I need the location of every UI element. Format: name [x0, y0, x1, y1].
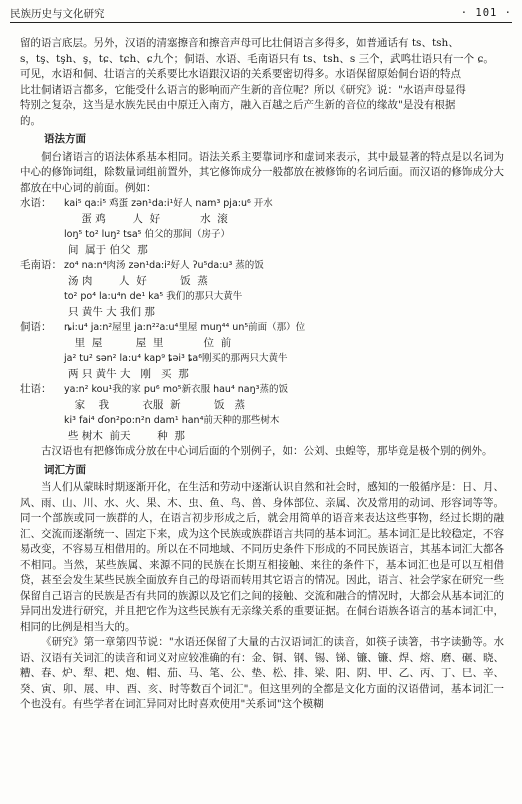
example-shui [20, 196, 504, 258]
intro-line: 的。 [20, 114, 41, 127]
example-label: 壮语： [20, 383, 52, 395]
running-header [10, 4, 512, 23]
intro-line: 可见，水语和侗、壮语言的关系要比水语跟汉语的关系要密切得多。水语保留原始侗台语的特点 [20, 68, 461, 80]
example-gloss: 蛋 鸡 人 好 水 滚 [68, 212, 228, 225]
intro-line: 特别之复杂，这当是水族先民由中原迁入南方，融入百越之后产生新的音位的缘故"是没有根据 [20, 99, 456, 111]
example-gloss: 间 属于 伯父 那 [68, 243, 148, 256]
intro-line: 比壮侗诸语言都多，它能受什么语言的影响而产生新的音位呢？所以《研究》说："水语声母显得 [20, 83, 466, 96]
example-phrase: loŋ⁵ to² luŋ² tsa⁵ 伯父的那间（房子） [64, 229, 230, 240]
page-number: · 101 · [460, 7, 512, 19]
example-phrase: ja² tu² sən² la:u⁴ kap⁹ ȶəi³ ȶa⁶刚买的那两只大黄牛 [64, 353, 288, 364]
intro-line: s，tş、tşh、ş，tɕ、tɕh、ɕ九个；侗语、水语、毛南语只有 ts、tsh、s 三个，武鸣壮语只有一个 ɕ。 [20, 52, 494, 65]
header-title: 民族历史与文化研究 [10, 7, 105, 20]
intro-line: 留的语言底层。另外，汉语的清塞擦音和擦音声母可比壮侗语言多得多，如普通话有 ts、tsh、 [20, 37, 459, 49]
example-gloss: 汤 肉 人 好 饭 蒸 [68, 274, 208, 287]
example-phrase: ya:n² kou¹我的家 pu⁶ mo⁵新衣服 hau⁴ naŋ³蒸的饭 [64, 384, 288, 395]
example-label: 毛南语： [20, 259, 62, 271]
example-label: 侗语： [20, 321, 52, 333]
example-phrase: to² po⁴ la:u⁴n de¹ ka⁵ 我们的那只大黄牛 [64, 291, 243, 302]
grammar-paragraph: 古汉语也有把修饰成分放在中心词后面的个别例子，如：公刘、虫蝗等，那毕竟是极个别的例外。 [41, 445, 493, 457]
example-gloss: 里 屋 屋 里 位 前 [68, 336, 232, 349]
example-maonan [20, 258, 504, 320]
page-body [20, 36, 504, 713]
intro-paragraph [20, 36, 504, 129]
example-gloss: 只 黄牛 大 我们 那 [68, 305, 155, 318]
example-phrase: ki³ fai⁴ ɗon²po:n²n dam¹ han⁴前天种的那些树木 [64, 415, 280, 426]
vocabulary-paragraph: 《研究》第一章第四节说："水语还保留了大量的古汉语词汇的读音，如筷子读箸，书字读勤等。水语、汉语有关词汇的读音和词义对应较准确的有：金、铜、钢、锡、锑、镰、镰、焊、熔、磨、碾、晓、糟、春、炉、犁、耙、炮、帽、茄、马、笔、公、垫、松、排、梁、阳、阴、甲、乙、丙、丁、巳、辛、癸、寅、卯、展、申、酉、亥、时等数百个词汇"。但这里列的全都是文化方面的汉语借词，基本词汇一个也没有。有些学者在词汇异同对比时喜欢使用"关系词"这个模糊 [20, 636, 504, 710]
example-zhuang [20, 382, 504, 444]
section-heading-vocabulary: 词汇方面 [44, 463, 86, 476]
example-gloss: 些 树木 前天 种 那 [68, 429, 185, 442]
example-dong [20, 320, 504, 382]
section-heading-grammar: 语法方面 [44, 133, 86, 145]
example-phrase: kai⁵ qa:i⁵ 鸡蛋 zən¹da:i¹好人 nam³ pja:u⁶ 开水 [64, 198, 273, 209]
example-phrase: zo⁴ na:n⁴肉汤 zən¹da:i²好人 ʔu⁵da:u³ 蒸的饭 [64, 260, 264, 271]
example-gloss: 两 只 黄牛 大 刚 买 那 [68, 367, 189, 380]
example-block [20, 196, 504, 444]
example-phrase: ȵi:u⁴ ja:n²屋里 ja:n²²a:u⁴里屋 muŋ⁴⁴ un⁵前面（那）位 [64, 322, 306, 333]
example-gloss: 家 我 衣服 新 饭 蒸 [68, 398, 245, 411]
grammar-paragraph: 侗台诸语言的语法体系基本相同。语法关系主要靠词序和虚词来表示，其中最显著的特点是以名词为中心的修饰词组，除数量词组前置外，其它修饰成分一般都放在被修饰的名词后面。而汉语的修饰成分大都放在中心词的前面。例如： [20, 150, 504, 194]
example-label: 水语： [20, 197, 52, 209]
vocabulary-paragraph: 当人们从蒙昧时期逐渐开化，在生活和劳动中逐渐认识自然和社会时，感知的一般循序是：日、月、风、雨、山、川、水、火、果、木、虫、鱼、鸟、兽、身体部位、亲属、次及常用的动词、形容词等等。同一个部族或同一族群的人，在语言初步形成之后，就会用简单的语音来表达这些事物，经过长期的融汇、交流而逐渐统一、固定下来，成为这个民族或族群语言共同的基本词汇。基本词汇是比较稳定，不容易改变，不容易互相借用的。所以在不同地域、不同历史条件下形成的不同民族语言，其基本词汇大都各不相同。当然，某些族属、来源不同的民族在长期互相接触、来往的条件下，基本词汇也是可以互相借贷，甚至会发生某些民族全面放弃自己的母语而转用其它语言的情况。因此，语言、社会学家在研究一些保留自己语言的民族是否有共同的族源以及它们之间的接触、交流和融合的情况时，大都会从基本词汇的异同出发进行研究，并且把它作为这些民族有无亲缘关系的重要证据。在侗台语族各语言的基本词汇中，相同的比例是相当大的。 [20, 481, 504, 633]
